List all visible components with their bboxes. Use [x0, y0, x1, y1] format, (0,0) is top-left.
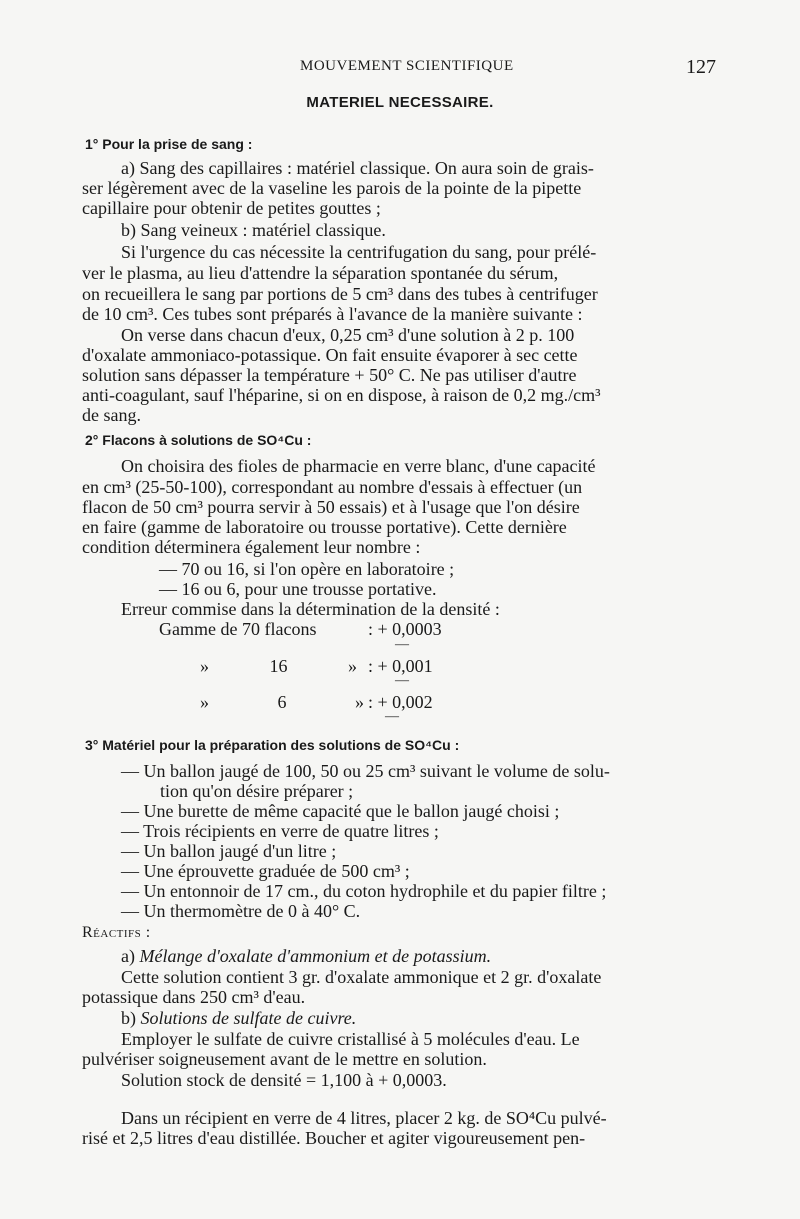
paragraph-line: ver le plasma, au lieu d'attendre la séparation spontanée du sérum, [82, 263, 559, 283]
paragraph-line: Si l'urgence du cas nécessite la centrifugation du sang, pour prélé- [121, 242, 597, 262]
list-item: — Un thermomètre de 0 à 40° C. [121, 901, 361, 921]
paragraph-line: on recueillera le sang par portions de 5 cm³ dans des tubes à centrifuger [82, 284, 598, 304]
paragraph-line: Solution stock de densité = 1,100 à + 0,0003. [121, 1070, 447, 1090]
paragraph-line: On choisira des fioles de pharmacie en verre blanc, d'une capacité [121, 456, 596, 476]
paragraph-line: Employer le sulfate de cuivre cristallisé à 5 molécules d'eau. Le [121, 1029, 580, 1049]
error-table-value: : + 0,001 [368, 656, 433, 676]
reagents-heading: Réactifs : [82, 924, 151, 941]
paragraph-line: solution sans dépasser la température + 50° C. Ne pas utiliser d'autre [82, 365, 577, 385]
paragraph-line: risé et 2,5 litres d'eau distillée. Boucher et agiter vigoureusement pen- [82, 1128, 586, 1148]
paragraph-line: pulvériser soigneusement avant de le mettre en solution. [82, 1049, 487, 1069]
list-item: — Une éprouvette graduée de 500 cm³ ; [121, 861, 410, 881]
paragraph-line: en faire (gamme de laboratoire ou trousse portative). Cette dernière [82, 517, 567, 537]
table-divider: — [395, 637, 409, 652]
paragraph-line: Erreur commise dans la détermination de la densité : [121, 599, 500, 619]
list-item: — Une burette de même capacité que le ballon jaugé choisi ; [121, 801, 560, 821]
list-item: — Un ballon jaugé de 100, 50 ou 25 cm³ suivant le volume de solu- [121, 761, 610, 781]
section-1-heading: 1° Pour la prise de sang : [85, 136, 253, 152]
page-number: 127 [686, 56, 716, 78]
paragraph-line: d'oxalate ammoniaco-potassique. On fait ensuite évaporer à sec cette [82, 345, 578, 365]
paragraph-line: potassique dans 250 cm³ d'eau. [82, 987, 306, 1007]
paragraph-line: On verse dans chacun d'eux, 0,25 cm³ d'une solution à 2 p. 100 [121, 325, 575, 345]
paragraph-line: Dans un récipient en verre de 4 litres, placer 2 kg. de SO⁴Cu pulvé- [121, 1108, 607, 1128]
error-table-label: Gamme de 70 flacons [159, 619, 317, 639]
table-divider: — [385, 709, 399, 724]
paragraph-line: anti-coagulant, sauf l'héparine, si on en dispose, à raison de 0,2 mg./cm³ [82, 385, 601, 405]
paragraph-line: Cette solution contient 3 gr. d'oxalate ammonique et 2 gr. d'oxalate [121, 967, 602, 987]
reagent-title: a) Mélange d'oxalate d'ammonium et de potassium. [121, 946, 492, 966]
paragraph-line: en cm³ (25-50-100), correspondant au nombre d'essais à effectuer (un [82, 477, 583, 497]
list-item: tion qu'on désire préparer ; [160, 781, 354, 801]
paragraph-line: de 10 cm³. Ces tubes sont préparés à l'avance de la manière suivante : [82, 304, 583, 324]
paragraph-line: de sang. [82, 405, 141, 425]
table-divider: — [395, 673, 409, 688]
list-item: — 16 ou 6, pour une trousse portative. [159, 579, 437, 599]
error-table-label: » 16 » [200, 656, 357, 676]
paragraph-line: a) Sang des capillaires : matériel classique. On aura soin de grais- [121, 158, 594, 178]
section-title: MATERIEL NECESSAIRE. [306, 94, 494, 111]
list-item: — 70 ou 16, si l'on opère en laboratoire ; [159, 559, 455, 579]
error-table-value: : + 0,0003 [368, 619, 442, 639]
paragraph-line: b) Sang veineux : matériel classique. [121, 220, 386, 240]
paragraph-line: flacon de 50 cm³ pourra servir à 50 essais) et à l'usage que l'on désire [82, 497, 580, 517]
list-item: — Un ballon jaugé d'un litre ; [121, 841, 337, 861]
paragraph-line: condition déterminera également leur nombre : [82, 537, 421, 557]
paragraph-line: ser légèrement avec de la vaseline les parois de la pointe de la pipette [82, 178, 582, 198]
list-item: — Un entonnoir de 17 cm., du coton hydrophile et du papier filtre ; [121, 881, 607, 901]
paragraph-line: capillaire pour obtenir de petites gouttes ; [82, 198, 381, 218]
list-item: — Trois récipients en verre de quatre litres ; [121, 821, 439, 841]
reagent-title: b) Solutions de sulfate de cuivre. [121, 1008, 357, 1028]
section-2-heading: 2° Flacons à solutions de SO⁴Cu : [85, 432, 312, 448]
running-title: MOUVEMENT SCIENTIFIQUE [300, 58, 514, 74]
error-table-label: » 6 » [200, 692, 364, 712]
section-3-heading: 3° Matériel pour la préparation des solutions de SO⁴Cu : [85, 737, 460, 753]
error-table-value: : + 0,002 [368, 692, 433, 712]
